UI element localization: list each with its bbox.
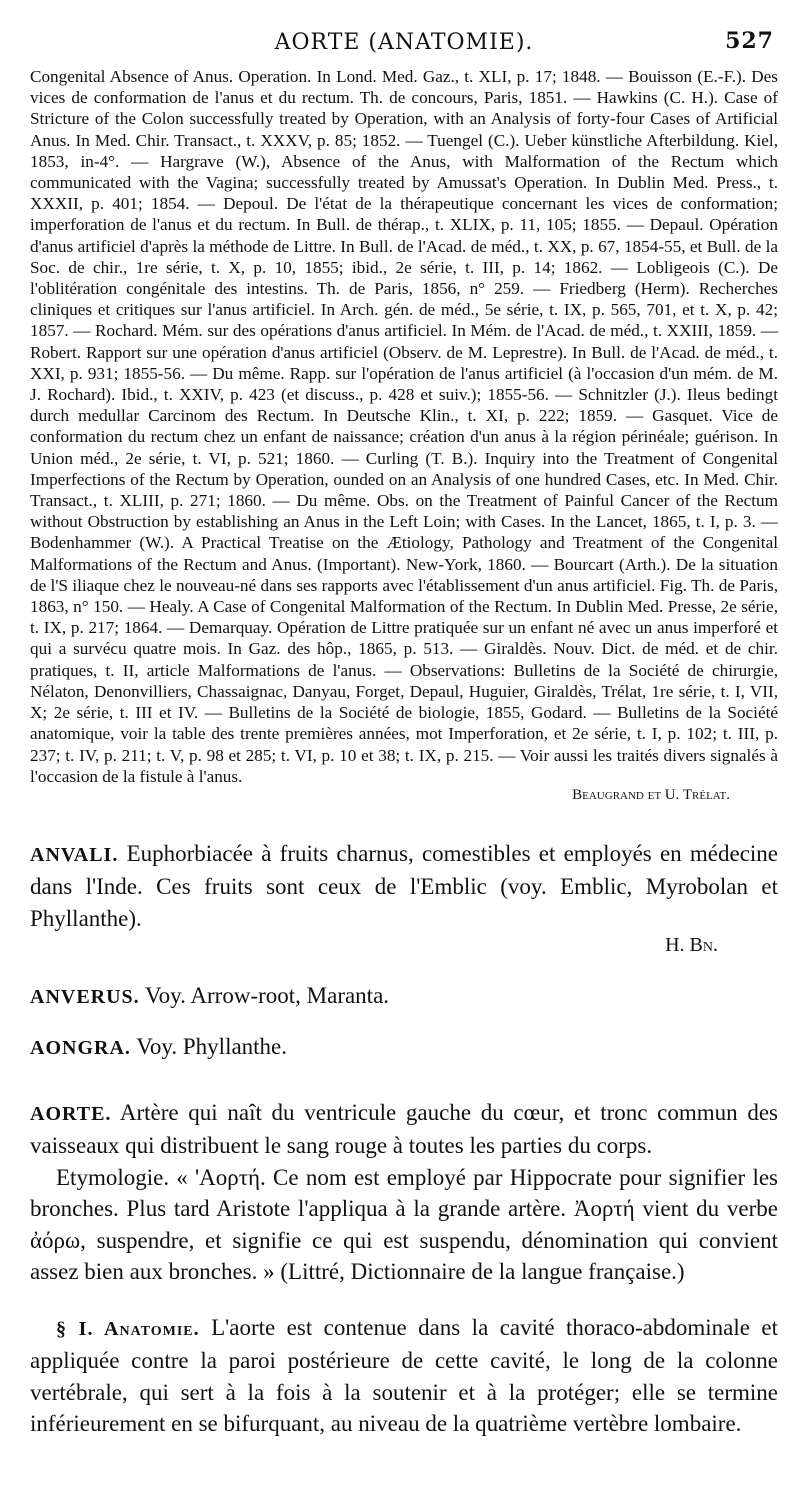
entry-anvali xyxy=(30,838,778,935)
section-anatomie xyxy=(30,1312,778,1440)
entry-anverus xyxy=(30,980,778,1014)
entry-head-aorte: AORTE. xyxy=(30,1102,112,1125)
bibliography-signature: Beaugrand et U. Trélat. xyxy=(572,786,730,803)
running-title: AORTE (ANATOMIE). xyxy=(274,30,534,55)
entry-aongra xyxy=(30,1031,778,1065)
section-heading: § I. Anatomie. xyxy=(56,1317,200,1340)
section-text: L'aorte est contenue dans la cavité thoraco-abdominale et appliquée contre la paroi postérieure de cette cavité, le long de la colonne vertébrale, qui sert à la fois à la soutenir et à la protéger; elle se termine inférieurement en se bifurquant, au niveau de la quatrième vertèbre lombaire. xyxy=(30,1314,778,1437)
page-header xyxy=(30,24,778,64)
etymology-paragraph: Etymologie. « 'Αορτή. Ce nom est employé par Hippocrate pour signifier les bronches. Plus tard Aristote l'appliqua à la grande artère. Ἀορτή vient du verbe ἀόρω, suspendre, et signifie ce qui est suspendu, dénomination qui convient assez bien aux bronches. » (Littré, Dictionnaire de la langue française.) xyxy=(30,1164,778,1285)
entry-head-anvali: ANVALI. xyxy=(30,843,119,866)
entry-text-aongra: Voy. Phyllanthe. xyxy=(136,1034,288,1060)
entry-text-aorte: Artère qui naît du ventricule gauche du cœur, et tronc commun des vaisseaux qui distribuent le sang rouge à toutes les parties du corps. xyxy=(30,1099,778,1159)
page-number: 527 xyxy=(725,28,774,54)
entry-text-anverus: Voy. Arrow-root, Maranta. xyxy=(145,982,390,1008)
entry-signature-anvali: H. Bn. xyxy=(665,934,718,957)
bibliography-block: Congenital Absence of Anus. Operation. In Lond. Med. Gaz., t. XLI, p. 17; 1848. — Bouisson (E.-F.). Des vices de conformation de l'anus et du rectum. Th. de concours, Paris, 1851. — Hawkins (C. H.). Case of Stricture of the Colon successfully treated by Operation, with an Analysis of forty-four Cases of Artificial Anus. In Med. Chir. Transact., t. XXXV, p. 85; 1852. — Tuengel (C.). Ueber künstliche Afterbildung. Kiel, 1853, in-4°. — Hargrave (W.), Absence of the Anus, with Malformation of the Rectum which communicated with the Vagina; successfully treated by Amussat's Operation. In Dublin Med. Press., t. XXXII, p. 401; 1854. — Depoul. De l'état de la thérapeutique concernant les vices de conformation; imperforation de l'anus et du rectum. In Bull. de thérap., t. XLIX, p. 11, 105; 1855. — Depaul. Opération d'anus artificiel d'après la méthode de Littre. In Bull. de l'Acad. de méd., t. XX, p. 67, 1854-55, et Bull. de la Soc. de chir., 1re série, t. X, p. 10, 1855; ibid., 2e série, t. III, p. 14; 1862. — Lobligeois (C.). De l'oblitération congénitale des intestins. Th. de Paris, 1856, n° 259. — Friedberg (Herm). Recherches cliniques et critiques sur l'anus artificiel. In Arch. gén. de méd., 5e série, t. IX, p. 565, 701, et t. X, p. 42; 1857. — Rochard. Mém. sur des opérations d'anus artificiel. In Mém. de l'Acad. de méd., t. XXIII, 1859. — Robert. Rapport sur une opération d'anus artificiel (Observ. de M. Leprestre). In Bull. de l'Acad. de méd., t. XXI, p. 931; 1855-56. — Du même. Rapp. sur l'opération de l'anus artificiel (à l'occasion d'un mém. de M. J. Rochard). Ibid., t. XXIV, p. 423 (et discuss., p. 428 et suiv.); 1855-56. — Schnitzler (J.). Ileus bedingt durch medullar Carcinom des Rectum. In Deutsche Klin., t. XI, p. 222; 1859. — Gasquet. Vice de conformation du rectum chez un enfant de naissance; création d'un anus à la région périnéale; guérison. In Union méd., 2e série, t. VI, p. 521; 1860. — Curling (T. B.). Inquiry into the Treatment of Congenital Imperfections of the Rectum by Operation, ounded on an Analysis of one hundred Cases, etc. In Med. Chir. Transact., t. XLIII, p. 271; 1860. — Du même. Obs. on the Treatment of Painful Cancer of the Rectum without Obstruction by establishing an Anus in the Left Loin; with Cases. In the Lancet, 1865, t. I, p. 3. — Bodenhammer (W.). A Practical Treatise on the Ætiology, Pathology and Treatment of the Congenital Malformations of the Rectum and Anus. (Important). New-York, 1860. — Bourcart (Arth.). De la situation de l'S iliaque chez le nouveau-né dans ses rapports avec l'établissement d'un anus artificiel. Fig. Th. de Paris, 1863, n° 150. — Healy. A Case of Congenital Malformation of the Rectum. In Dublin Med. Presse, 2e série, t. IX, p. 217; 1864. — Demarquay. Opération de Littre pratiquée sur un enfant né avec un anus imperforé et qui a survécu quatre mois. In Gaz. des hôp., 1865, p. 513. — Giraldès. Nouv. Dict. de méd. et de chir. pratiques, t. II, article Malformations de l'anus. — Observations: Bulletins de la Société de chirurgie, Nélaton, Denonvilliers, Chassaignac, Danyau, Forget, Depaul, Huguier, Giraldès, Trélat, 1re série, t. I, VII, X; 2e série, t. III et IV. — Bulletins de la Société de biologie, 1855, Godard. — Bulletins de la Société anatomique, voir la table des trente premières années, mot Imperforation, et 2e série, t. I, p. 102; t. III, p. 237; t. IV, p. 211; t. V, p. 98 et 285; t. VI, p. 10 et 38; t. IX, p. 215. — Voir aussi les traités divers signalés à l'occasion de la fistule à l'anus. xyxy=(30,67,778,786)
entry-aorte xyxy=(30,1097,778,1162)
entry-head-aongra: AONGRA. xyxy=(30,1037,131,1060)
entry-text-anvali: Euphorbiacée à fruits charnus, comestibles et employés en médecine dans l'Inde. Ces fruits sont ceux de l'Emblic (voy. Emblic, Myrobolan et Phyllanthe). xyxy=(30,840,779,931)
entry-head-anverus: ANVERUS. xyxy=(30,985,140,1008)
